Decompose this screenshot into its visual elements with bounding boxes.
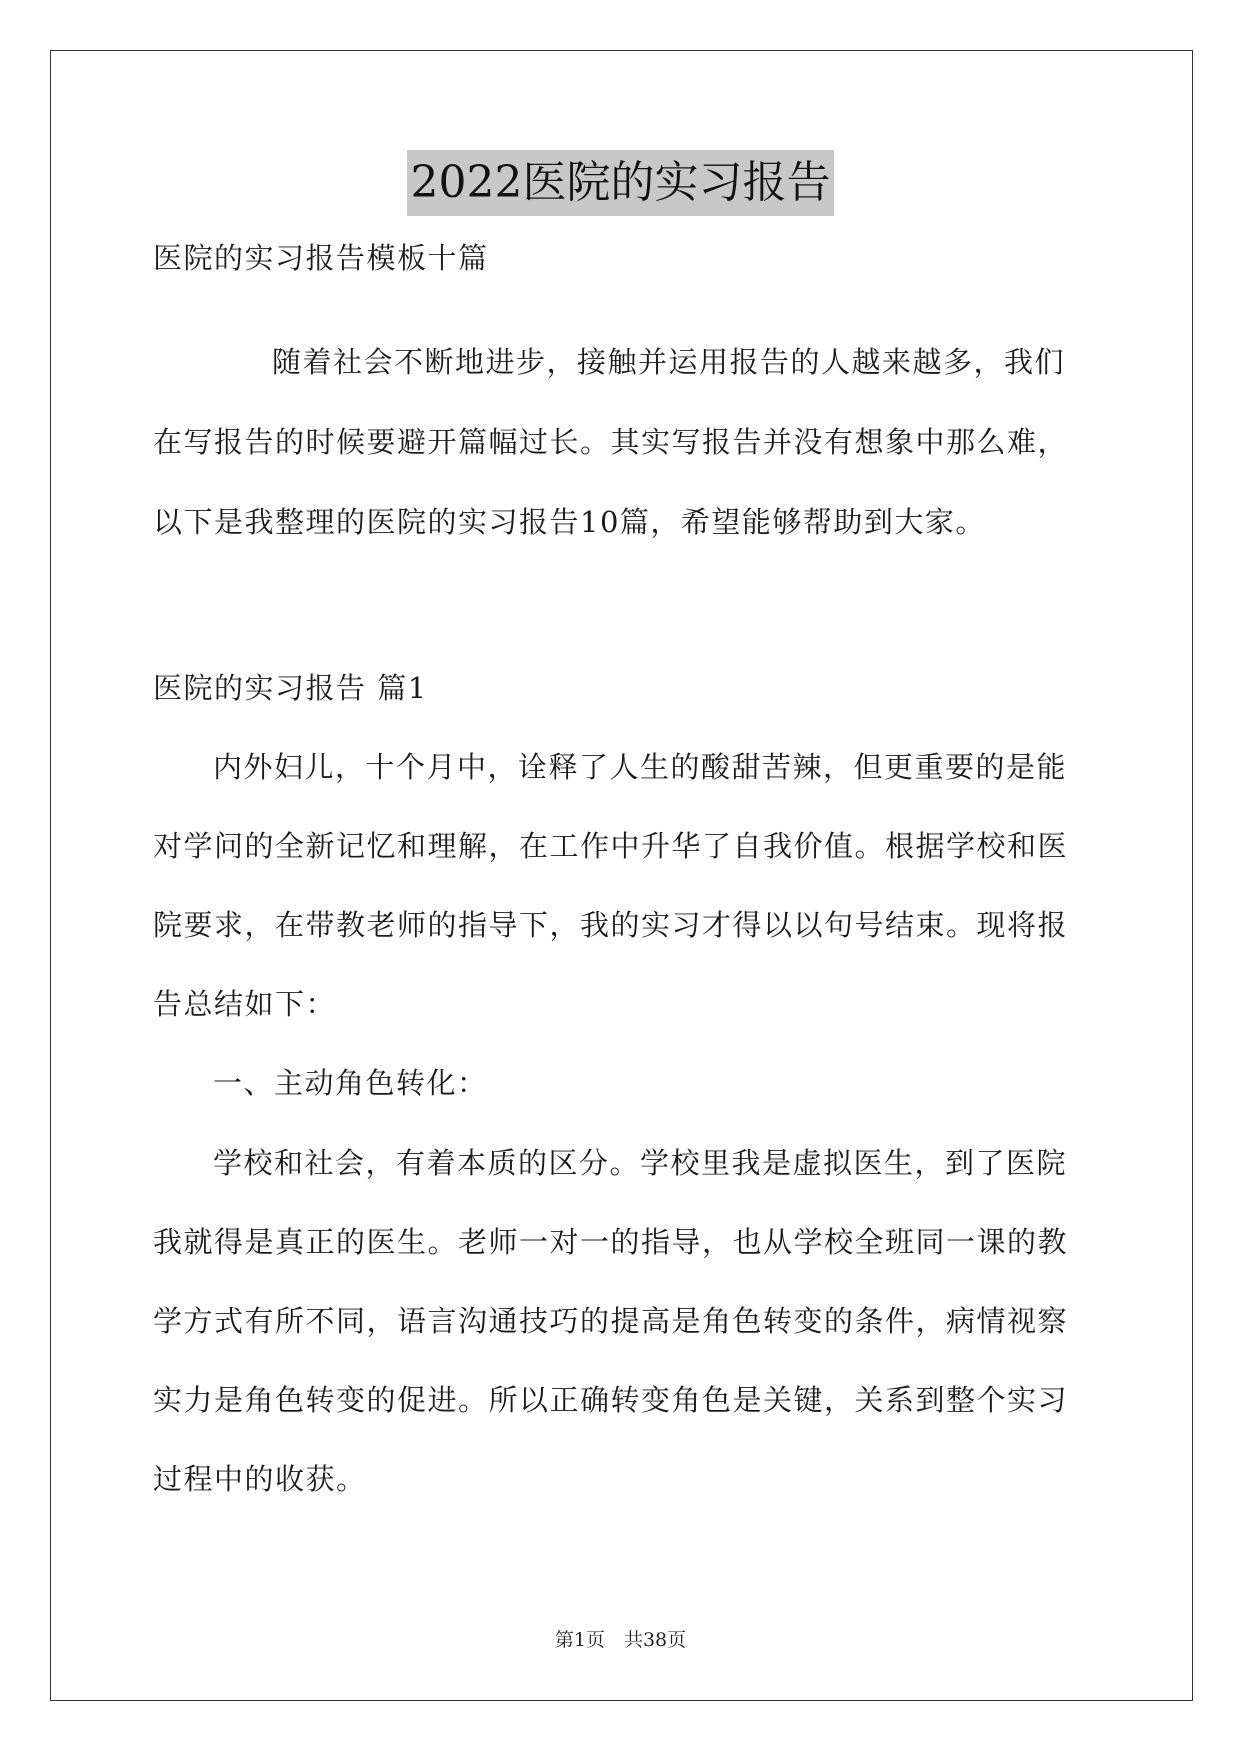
paragraph2-line-5: 过程中的收获。 xyxy=(153,1462,367,1496)
paragraph2-line-4: 实力是角色转变的促进。所以正确转变角色是关键，关系到整个实习 xyxy=(153,1383,1069,1417)
section-heading: 医院的实习报告 篇1 xyxy=(153,671,428,705)
point1-heading: 一、主动角色转化： xyxy=(213,1066,488,1100)
title-container xyxy=(0,150,1241,216)
paragraph1-line-3: 院要求，在带教老师的指导下，我的实习才得以以句号结束。现将报 xyxy=(153,908,1069,942)
intro-line-3: 以下是我整理的医院的实习报告10篇，希望能够帮助到大家。 xyxy=(153,505,986,539)
page-number-footer: 第1页 共38页 xyxy=(554,1629,687,1651)
paragraph1-line-2: 对学问的全新记忆和理解，在工作中升华了自我价值。根据学校和医 xyxy=(153,829,1069,863)
intro-line-2: 在写报告的时候要避开篇幅过长。其实写报告并没有想象中那么难， xyxy=(153,425,1069,459)
paragraph1-line-1: 内外妇儿，十个月中，诠释了人生的酸甜苦辣，但更重要的是能 xyxy=(213,750,1068,784)
intro-line-1: 随着社会不断地进步，接触并运用报告的人越来越多，我们 xyxy=(272,345,1066,379)
document-title: 2022医院的实习报告 xyxy=(407,150,835,216)
paragraph2-line-1: 学校和社会，有着本质的区分。学校里我是虚拟医生，到了医院 xyxy=(213,1146,1068,1180)
paragraph2-line-2: 我就得是真正的医生。老师一对一的指导，也从学校全班同一课的教 xyxy=(153,1225,1069,1259)
paragraph2-line-3: 学方式有所不同，语言沟通技巧的提高是角色转变的条件，病情视察 xyxy=(153,1304,1069,1338)
paragraph1-line-4: 告总结如下： xyxy=(153,987,337,1021)
page-border xyxy=(50,50,1193,1701)
document-subtitle: 医院的实习报告模板十篇 xyxy=(153,241,489,275)
